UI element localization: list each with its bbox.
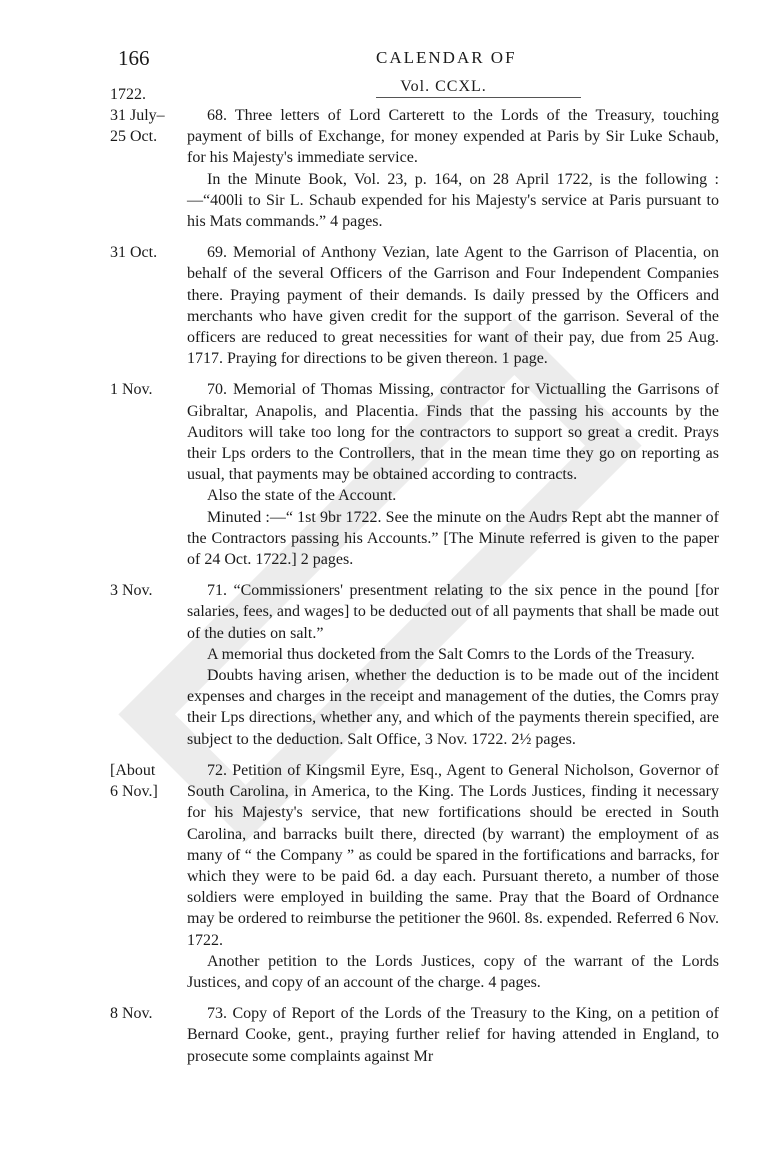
entry-69 (0, 242, 768, 369)
running-head: CALENDAR OF (376, 48, 517, 67)
entry-date: 3 Nov. (110, 582, 153, 600)
page-number: 166 (118, 46, 150, 70)
entry-paragraph: 71. “Commissioners' presentment relating to the six pence in the pound [for salaries, fees, and wages] to be deducted out of all payments that shall be made out of the duties on salt.” (187, 582, 719, 642)
entry-body (187, 580, 719, 750)
entry-paragraph: 70. Memorial of Thomas Missing, contractor for Victualling the Garrisons of Gibraltar, Anapolis, and Placentia. Finds that the passing his accounts by the Auditors will take too long for the contractors to support so great a credit. Prays their Lps orders to the Controllers, that in the mean time they go on reporting as usual, that payments may be obtained according to contracts. (187, 381, 719, 484)
entry-70 (0, 379, 768, 570)
entry-paragraph: 68. Three letters of Lord Carterett to the Lords of the Treasury, touching payment of bills of Exchange, for money expended at Paris by Sir Luke Schaub, for his Majesty's immediate service. (187, 107, 719, 167)
entry-body (187, 105, 719, 232)
year-label: 1722. (110, 86, 146, 103)
entry-73 (0, 1003, 768, 1067)
entries-list (0, 105, 768, 1077)
volume-label: Vol. CCXL. (400, 78, 487, 95)
entry-date: [About 6 Nov.] (110, 761, 158, 801)
entry-paragraph: 72. Petition of Kingsmil Eyre, Esq., Agent to General Nicholson, Governor of South Carolina, in America, to the King. The Lords Justices, finding it necessary for his Majesty's service, that new fortifications should be erected in South Carolina, and barracks built there, directed (by warrant) the employment of as many of “ the Company ” as could be spared in the fortifications and barracks, for which they were to be paid 6d. a day each. Pursuant thereto, a number of those soldiers were employed in building the same. Pray that the Board of Ordnance may be ordered to reimburse the petitioner the 960l. 8s. expended. Referred 6 Nov. 1722. (187, 761, 719, 949)
entry-paragraph: Another petition to the Lords Justices, copy of the warrant of the Lords Justices, and copy of an account of the charge. 4 pages. (187, 952, 719, 991)
entry-68 (0, 105, 768, 232)
entry-71 (0, 580, 768, 750)
entry-72 (0, 760, 768, 993)
page-header (0, 42, 768, 82)
entry-body (187, 242, 719, 369)
entry-body (187, 379, 719, 570)
entry-paragraph: A memorial thus docketed from the Salt Comrs to the Lords of the Treasury. (207, 645, 695, 663)
entry-paragraph: 73. Copy of Report of the Lords of the Treasury to the King, on a petition of Bernard Cooke, gent., praying further relief for having attended in England, to prosecute some complaints against Mr (187, 1005, 719, 1065)
entry-date: 8 Nov. (110, 1005, 153, 1023)
entry-date: 31 Oct. (110, 244, 158, 262)
entry-date: 1 Nov. (110, 381, 153, 399)
entry-paragraph: 69. Memorial of Anthony Vezian, late Agent to the Garrison of Placentia, on behalf of the several Officers of the Garrison and Four Independent Companies there. Praying payment of their demands. Is daily pressed by the Officers and merchants who have given credit for the support of the garrison. Several of the officers are reduced to great necessities for want of their pay, due from 25 Aug. 1717. Praying for directions to be given thereon. 1 page. (187, 244, 719, 368)
header-rule (376, 97, 581, 98)
entry-paragraph: In the Minute Book, Vol. 23, p. 164, on 28 April 1722, is the following :—“400li to Sir L. Schaub expended for his Majesty's service at Paris pursuant to his Mats commands.” 4 pages. (187, 170, 719, 231)
entry-body (187, 1003, 719, 1067)
entry-paragraph: Doubts having arisen, whether the deduction is to be made out of the incident expenses and charges in the receipt and management of the duties, the Comrs pray their Lps directions, whether any, and which of the payments therein specified, are subject to the deduction. Salt Office, 3 Nov. 1722. 2½ pages. (187, 667, 719, 748)
entry-body (187, 760, 719, 993)
entry-paragraph: Minuted :—“ 1st 9br 1722. See the minute on the Audrs Rept abt the manner of the Contractors passing his Accounts.” [The Minute referred is given to the paper of 24 Oct. 1722.] 2 pages. (187, 508, 719, 569)
entry-paragraph: Also the state of the Account. (207, 487, 397, 505)
entry-date: 31 July– 25 Oct. (110, 107, 165, 146)
